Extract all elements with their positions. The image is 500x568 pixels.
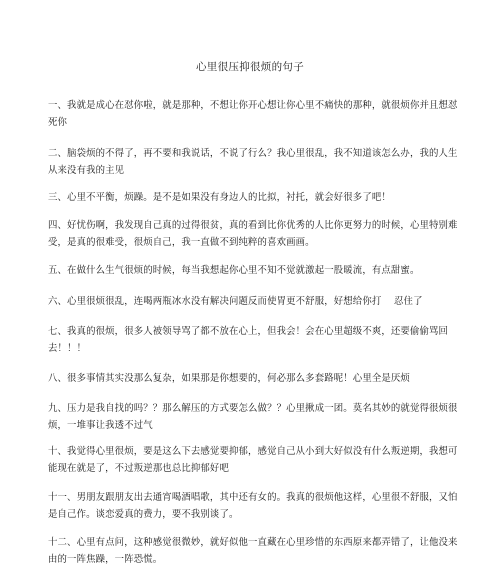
- paragraph-2: 二、脑袋烦的不得了，再不要和我说话，不说了行么？我心里很乱，我不知道该怎么办，我的人生从来没有我的主见: [48, 148, 458, 176]
- paragraph-10: 十、我觉得心里很烦，要是这么下去感觉要抑郁，感觉自己从小到大好似没有什么叛逆期，我想可能现在就是了，不过叛逆那也总比抑郁好吧: [48, 446, 458, 474]
- paragraph-5: 五、在做什么生气很烦的时候，每当我想起你心里不知不觉就激起一股暖流，有点甜蜜。: [48, 265, 420, 276]
- paragraph-3: 三、心里不平衡，烦躁。是不是如果没有身边人的比拟，衬托，就会好很多了吧！: [48, 192, 391, 203]
- paragraph-6: 六、心里很烦很乱，连喝两瓶冰水没有解决问题反而使胃更不舒服，好想给你打 忍住了: [48, 296, 423, 307]
- paragraph-12: 十二、心里有点问，这种感觉很微妙，就好似他一直藏在心里珍惜的东西原来都弄错了，让他没来由的一阵焦躁，一阵恐慌。: [48, 537, 458, 565]
- paragraph-11: 十一、男朋友跟朋友出去通宵喝酒唱歌，其中还有女的。我真的很烦他这样，心里很不舒服，又怕是自己作。谈恋爱真的费力，要不我别谈了。: [48, 492, 458, 520]
- paragraph-7: 七、我真的很烦，很多人被领导骂了都不放在心上，但我会！会在心里超级不爽，还要偷偷骂回去！！！: [48, 326, 449, 354]
- document-title: 心里很压抑很烦的句子: [196, 61, 304, 73]
- paragraph-1: 一、我就是成心在怼你啦，就是那种，不想让你开心想让你心里不痛快的那种，就很烦你并且想怼死你: [48, 100, 458, 128]
- paragraph-9: 九、压力是我自找的吗？？那么解压的方式要怎么做？？心里揪成一团。莫名其妙的就觉得很烦很烦，一堆事让我透不过气: [48, 403, 458, 431]
- paragraph-4: 四、好忧伤啊，我发现自己真的过得很贫，真的看到比你优秀的人比你更努力的时候，心里特别难受，是真的很难受，很烦自己，我一直做不到纯粹的喜欢画画。: [48, 220, 458, 248]
- paragraph-8: 八、很多事情其实没那么复杂，如果那是你想要的，何必那么多套路呢！心里全是厌烦: [48, 373, 410, 384]
